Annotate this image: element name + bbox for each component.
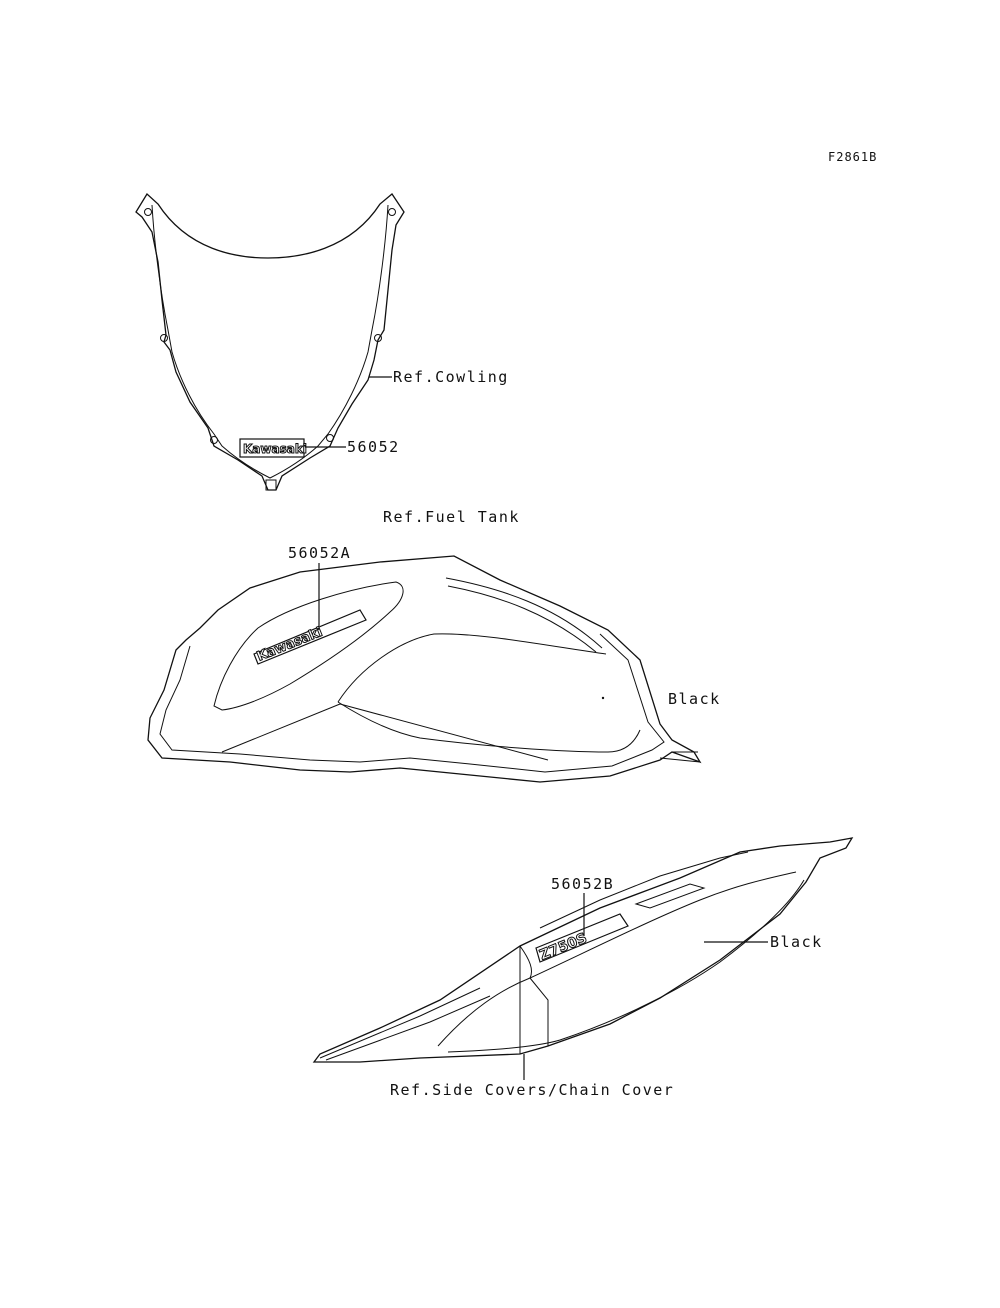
cowling-decal-logo: Kawasaki <box>243 442 307 456</box>
side-cover-decal-logo: Z750S <box>537 930 590 964</box>
fuel-tank-ref-label: Ref.Fuel Tank <box>383 508 520 526</box>
cowling-part-number: 56052 <box>347 438 400 456</box>
figure-code: F2861B <box>828 150 878 164</box>
fuel-tank-drawing <box>148 556 700 782</box>
fuel-tank-part-number: 56052A <box>288 544 352 562</box>
side-cover-color-label: Black <box>770 933 823 951</box>
side-cover-ref-label: Ref.Side Covers/Chain Cover <box>390 1081 675 1099</box>
fuel-tank-decal-logo: Kawasaki <box>254 624 325 665</box>
fuel-tank-color-label: Black <box>668 690 721 708</box>
side-cover-part-number: 56052B <box>551 875 615 893</box>
cowling-ref-label: Ref.Cowling <box>393 368 509 386</box>
